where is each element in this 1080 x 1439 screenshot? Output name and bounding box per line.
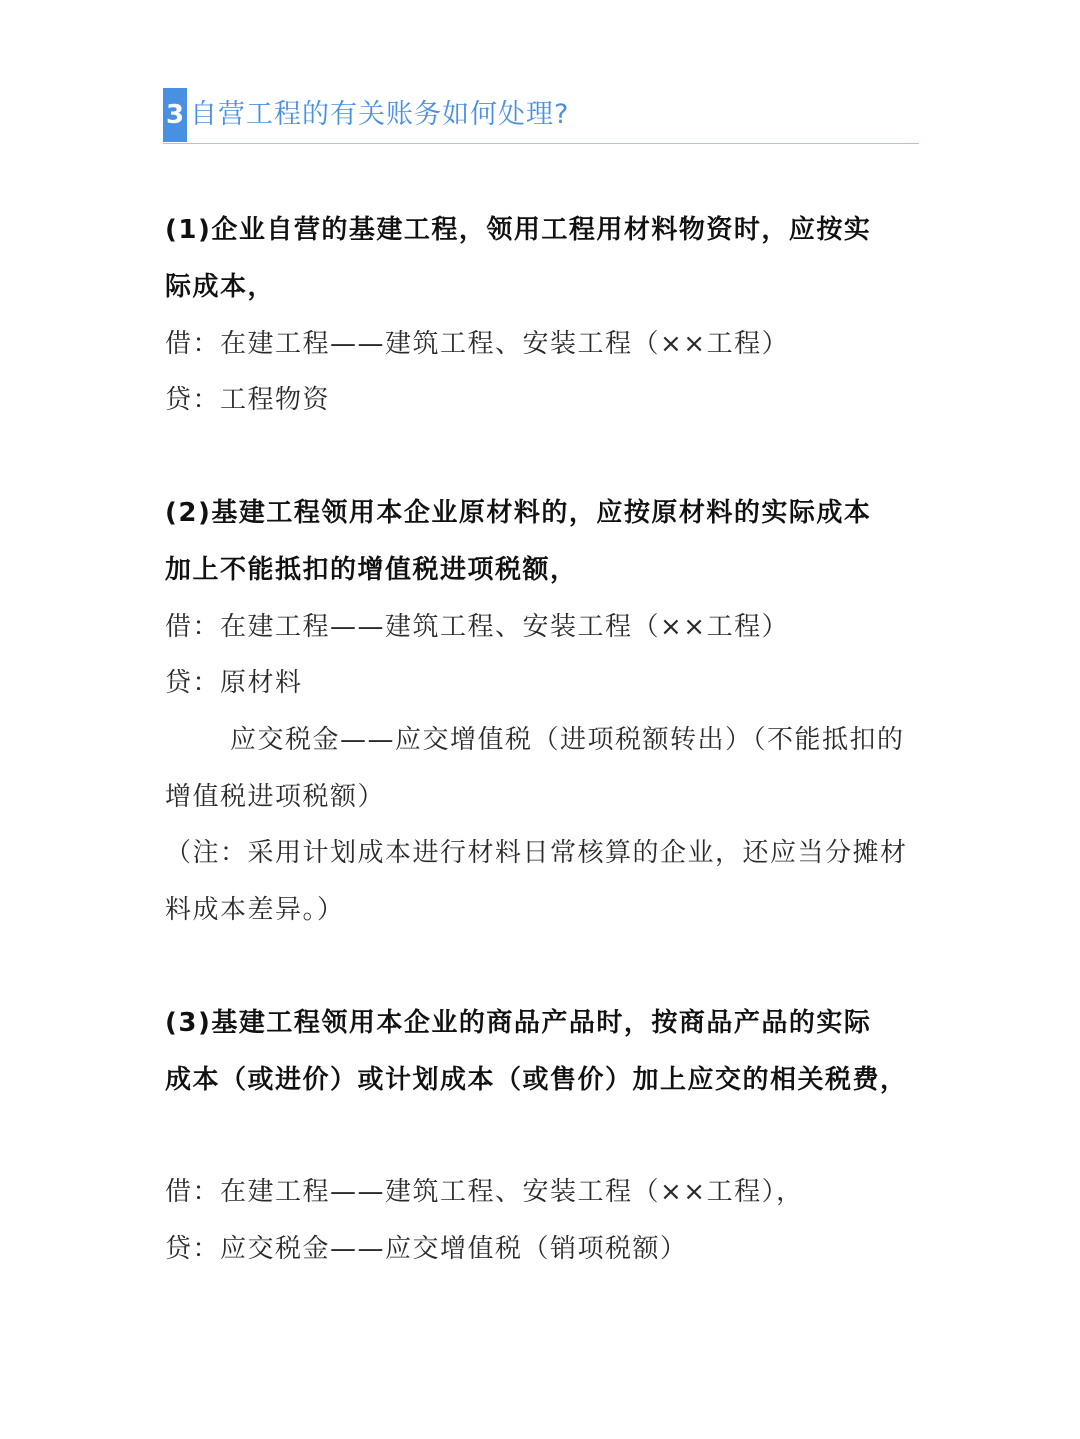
section3-title-line2: 成本（或进价）或计划成本（或售价）加上应交的相关税费，	[165, 1065, 908, 1095]
heading-number-badge: 3	[163, 88, 187, 142]
section2-note-line2: 料成本差异。）	[165, 895, 345, 925]
section2-debit-entry: 借：在建工程——建筑工程、安装工程（××工程）	[165, 612, 790, 642]
section1-debit-entry: 借：在建工程——建筑工程、安装工程（××工程）	[165, 329, 790, 359]
section2-credit2-line2: 增值税进项税额）	[165, 782, 386, 812]
section3-debit-entry: 借：在建工程——建筑工程、安装工程（××工程），	[165, 1177, 804, 1207]
section1-title-line1: (1)企业自营的基建工程，领用工程用材料物资时，应按实	[165, 215, 872, 245]
section2-title-line1: (2)基建工程领用本企业原材料的，应按原材料的实际成本	[165, 498, 872, 528]
section1-title-line2: 际成本，	[165, 272, 276, 302]
section3-credit-entry: 贷：应交税金——应交增值税（销项税额）	[165, 1234, 688, 1264]
section2-note-line1: （注：采用计划成本进行材料日常核算的企业，还应当分摊材	[165, 838, 908, 868]
section2-title-line2: 加上不能抵扣的增值税进项税额，	[165, 555, 578, 585]
section2-credit-entry: 贷：原材料	[165, 668, 303, 698]
section-heading	[163, 88, 919, 144]
section3-title-line1: (3)基建工程领用本企业的商品产品时，按商品产品的实际	[165, 1008, 872, 1038]
heading-title: 自营工程的有关账务如何处理?	[190, 99, 570, 130]
section1-credit-entry: 贷：工程物资	[165, 385, 331, 415]
section2-credit2-line1: 应交税金——应交增值税（进项税额转出）（不能抵扣的	[230, 725, 905, 755]
